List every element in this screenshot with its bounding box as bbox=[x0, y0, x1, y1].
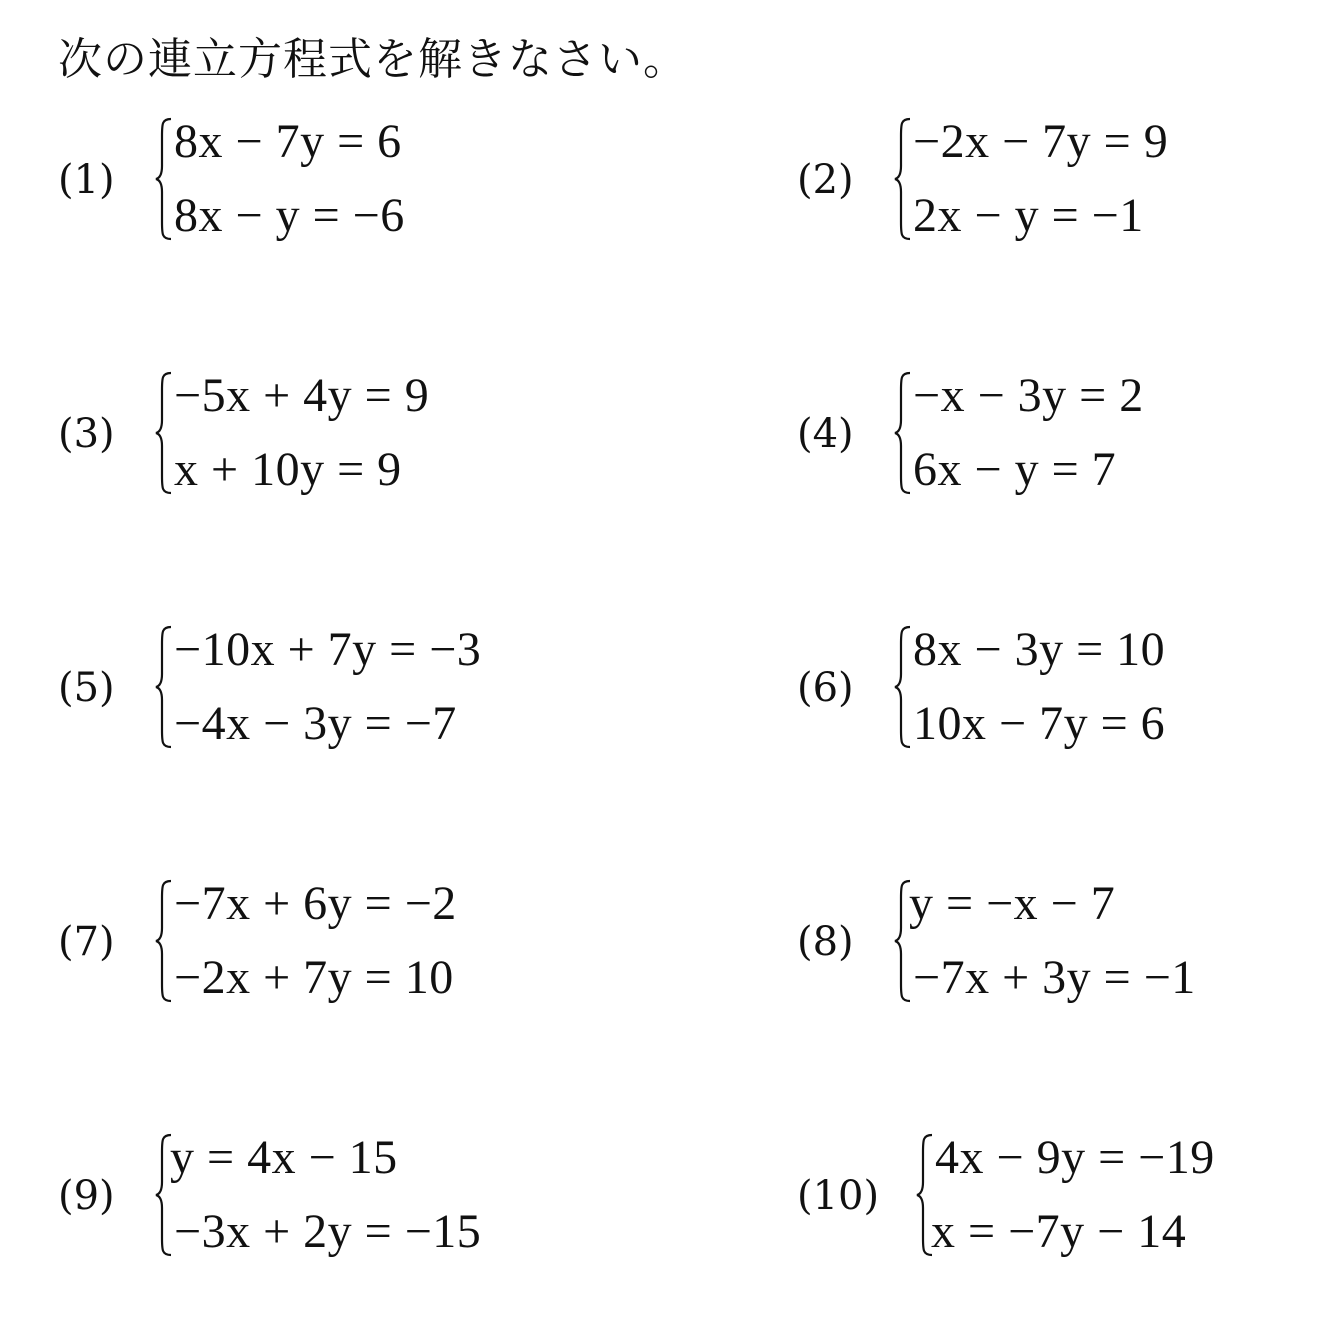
equation-1: −2x − 7y = 9 bbox=[913, 115, 1169, 168]
problem-number: (4) bbox=[797, 411, 854, 457]
equation-2: 6x − y = 7 bbox=[913, 443, 1117, 496]
problem-number: (1) bbox=[58, 157, 115, 203]
problem-3 bbox=[58, 368, 658, 498]
equation-1: −10x + 7y = −3 bbox=[174, 623, 482, 676]
problem-number: (3) bbox=[58, 411, 115, 457]
problem-number: (2) bbox=[797, 157, 854, 203]
equation-1: y = −x − 7 bbox=[909, 877, 1116, 930]
equation-2: −4x − 3y = −7 bbox=[174, 697, 457, 750]
problem-2 bbox=[797, 114, 1297, 244]
problem-8 bbox=[797, 876, 1297, 1006]
problem-9 bbox=[58, 1130, 658, 1260]
problem-number: (6) bbox=[797, 665, 854, 711]
left-brace-icon bbox=[156, 118, 172, 240]
equation-2: x = −7y − 14 bbox=[931, 1205, 1187, 1258]
equation-1: −7x + 6y = −2 bbox=[174, 877, 457, 930]
problem-5 bbox=[58, 622, 658, 752]
problem-10 bbox=[797, 1130, 1297, 1260]
equation-1: y = 4x − 15 bbox=[170, 1131, 398, 1184]
equation-1: 8x − 7y = 6 bbox=[174, 115, 402, 168]
problem-4 bbox=[797, 368, 1297, 498]
left-brace-icon bbox=[156, 626, 172, 748]
equation-1: 4x − 9y = −19 bbox=[935, 1131, 1215, 1184]
problem-6 bbox=[797, 622, 1297, 752]
equation-2: −2x + 7y = 10 bbox=[174, 951, 454, 1004]
equation-2: −7x + 3y = −1 bbox=[913, 951, 1196, 1004]
problem-number: (10) bbox=[797, 1173, 880, 1219]
problem-1 bbox=[58, 114, 658, 244]
equation-2: 8x − y = −6 bbox=[174, 189, 405, 242]
equation-1: −5x + 4y = 9 bbox=[174, 369, 430, 422]
left-brace-icon bbox=[156, 372, 172, 494]
equation-2: −3x + 2y = −15 bbox=[174, 1205, 482, 1258]
page-title: 次の連立方程式を解きなさい。 bbox=[58, 34, 688, 85]
equation-2: 10x − 7y = 6 bbox=[913, 697, 1166, 750]
left-brace-icon bbox=[895, 626, 911, 748]
equation-2: 2x − y = −1 bbox=[913, 189, 1144, 242]
left-brace-icon bbox=[895, 372, 911, 494]
problem-number: (9) bbox=[58, 1173, 115, 1219]
equation-1: −x − 3y = 2 bbox=[913, 369, 1144, 422]
equation-1: 8x − 3y = 10 bbox=[913, 623, 1166, 676]
problem-number: (8) bbox=[797, 919, 854, 965]
problem-number: (5) bbox=[58, 665, 115, 711]
left-brace-icon bbox=[156, 880, 172, 1002]
equation-2: x + 10y = 9 bbox=[174, 443, 402, 496]
left-brace-icon bbox=[895, 118, 911, 240]
problem-number: (7) bbox=[58, 919, 115, 965]
problem-7 bbox=[58, 876, 658, 1006]
